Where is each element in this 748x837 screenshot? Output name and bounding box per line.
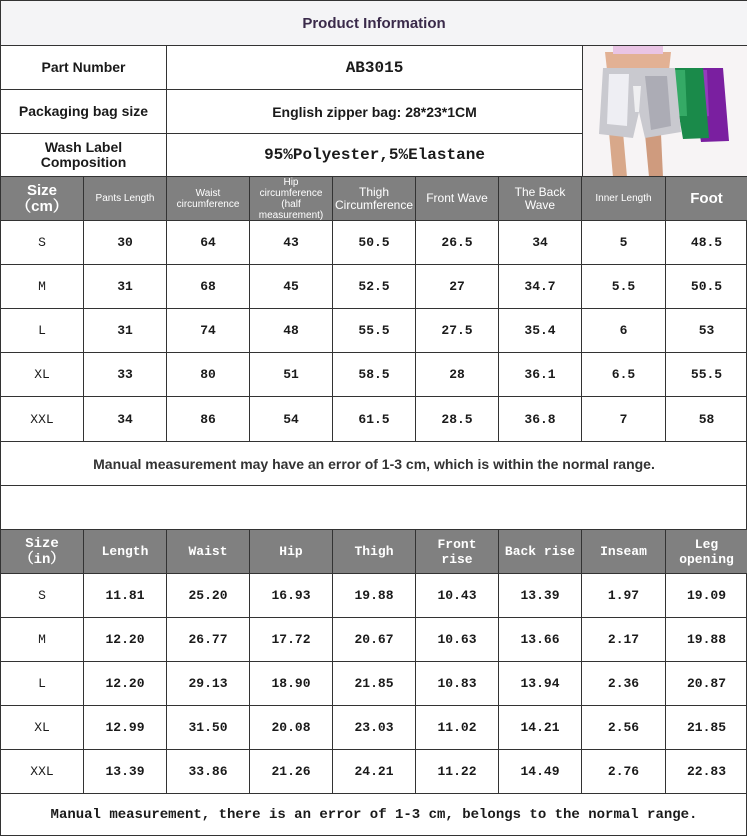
in-value-cell: 18.90 — [250, 662, 333, 705]
cm-value-cell: 31 — [84, 309, 167, 352]
cm-value-cell: 7 — [582, 397, 666, 441]
cm-value-cell: 28.5 — [416, 397, 499, 441]
in-value-cell: 12.99 — [84, 706, 167, 749]
product-photo — [583, 46, 747, 177]
cm-value-cell: 53 — [698, 323, 715, 338]
page-title: Product Information — [302, 15, 446, 32]
cm-size-cell: S — [1, 221, 84, 264]
cm-value-cell: 54 — [250, 397, 333, 441]
in-value-cell: 19.88 — [686, 632, 726, 647]
cm-value-cell: 6.5 — [582, 353, 666, 396]
in-header-waist: Waist — [167, 530, 250, 573]
cm-value-cell: 31 — [84, 265, 167, 308]
cm-value-cell: 26.5 — [416, 221, 499, 264]
in-value-cell: 14.21 — [499, 706, 582, 749]
cm-value-cell: 45 — [250, 265, 333, 308]
in-size-cell: S — [1, 574, 84, 617]
in-header-thigh: Thigh — [333, 530, 416, 573]
in-value-cell: 19.88 — [333, 574, 416, 617]
cm-table-row — [1, 353, 747, 397]
cm-header-thigh: Thigh Circumference — [333, 177, 416, 220]
in-value-cell: 13.94 — [499, 662, 582, 705]
in-note-row — [1, 794, 747, 836]
in-value-cell: 10.63 — [416, 618, 499, 661]
in-value-cell: 1.97 — [582, 574, 666, 617]
cm-value-cell: 74 — [167, 309, 250, 352]
packaging-label: Packaging bag size — [1, 90, 167, 133]
cm-table-row — [1, 265, 747, 309]
cm-size-cell: XXL — [1, 397, 84, 441]
cm-table-row — [1, 221, 747, 265]
part-number-value: AB3015 — [167, 46, 583, 89]
cm-value-cell: 80 — [167, 353, 250, 396]
in-value-cell: 20.67 — [333, 618, 416, 661]
in-value-cell: 11.02 — [416, 706, 499, 749]
in-header-front-rise: Front rise — [416, 530, 499, 573]
cm-header-row — [1, 177, 747, 221]
in-header-size: Size （in） — [1, 530, 84, 573]
cm-header-size: Size （cm） — [1, 177, 84, 220]
cm-table-row — [1, 397, 747, 442]
cm-value-cell: 33 — [84, 353, 167, 396]
cm-value-cell: 55.5 — [690, 367, 723, 382]
in-value-cell: 24.21 — [333, 750, 416, 793]
in-value-cell: 21.85 — [333, 662, 416, 705]
in-value-cell: 2.17 — [582, 618, 666, 661]
wash-label: Wash Label Composition — [1, 134, 167, 176]
in-value-cell: 19.09 — [686, 588, 726, 603]
cm-value-cell: 34.7 — [499, 265, 582, 308]
cm-header-pants-length: Pants Length — [84, 177, 167, 220]
cm-value-cell: 27.5 — [416, 309, 499, 352]
in-header-hip: Hip — [250, 530, 333, 573]
in-note: Manual measurement, there is an error of 1-3 cm, belongs to the normal range. — [50, 807, 698, 823]
in-value-cell: 21.26 — [250, 750, 333, 793]
part-number-label: Part Number — [1, 46, 167, 89]
in-value-cell: 13.39 — [499, 574, 582, 617]
in-value-cell: 31.50 — [167, 706, 250, 749]
in-header-leg-opening: Leg opening — [666, 530, 747, 573]
cm-header-hip: Hip circumference (half measurement) — [250, 177, 333, 220]
cm-value-cell: 43 — [250, 221, 333, 264]
cm-value-cell: 36.8 — [499, 397, 582, 441]
cm-value-cell: 58.5 — [333, 353, 416, 396]
in-value-cell: 12.20 — [84, 618, 167, 661]
cm-value-cell: 64 — [167, 221, 250, 264]
cm-value-cell: 27 — [416, 265, 499, 308]
in-table-row — [1, 706, 747, 750]
in-value-cell: 12.20 — [84, 662, 167, 705]
cm-value-cell: 5.5 — [582, 265, 666, 308]
in-header-back-rise: Back rise — [499, 530, 582, 573]
in-value-cell: 29.13 — [167, 662, 250, 705]
cm-value-cell: 51 — [250, 353, 333, 396]
in-table-row — [1, 750, 747, 794]
in-value-cell: 11.22 — [416, 750, 499, 793]
title-row — [1, 1, 747, 46]
in-value-cell: 14.49 — [499, 750, 582, 793]
cm-header-front-wave: Front Wave — [416, 177, 499, 220]
packaging-value: English zipper bag: 28*23*1CM — [167, 90, 583, 133]
cm-value-cell: 68 — [167, 265, 250, 308]
spacer-row — [1, 486, 747, 530]
cm-value-cell: 86 — [167, 397, 250, 441]
in-size-cell: L — [1, 662, 84, 705]
in-size-cell: M — [1, 618, 84, 661]
in-value-cell: 25.20 — [167, 574, 250, 617]
cm-value-cell: 55.5 — [333, 309, 416, 352]
cm-value-cell: 58 — [698, 411, 715, 427]
cm-header-waist: Waist circumference — [167, 177, 250, 220]
cm-value-cell: 5 — [582, 221, 666, 264]
cm-value-cell: 35.4 — [499, 309, 582, 352]
in-value-cell: 21.85 — [686, 720, 726, 735]
cm-size-cell: XL — [1, 353, 84, 396]
in-header-row — [1, 530, 747, 574]
cm-value-cell: 34 — [499, 221, 582, 264]
cm-size-cell: M — [1, 265, 84, 308]
in-value-cell: 17.72 — [250, 618, 333, 661]
in-value-cell: 20.87 — [686, 676, 726, 691]
cm-header-inner-length: Inner Length — [582, 177, 666, 220]
in-value-cell: 22.83 — [686, 764, 726, 779]
in-value-cell: 13.39 — [84, 750, 167, 793]
cm-value-cell: 52.5 — [333, 265, 416, 308]
in-value-cell: 10.43 — [416, 574, 499, 617]
in-value-cell: 23.03 — [333, 706, 416, 749]
cm-value-cell: 48.5 — [690, 235, 723, 250]
in-value-cell: 11.81 — [84, 574, 167, 617]
in-value-cell: 2.56 — [582, 706, 666, 749]
cm-value-cell: 36.1 — [499, 353, 582, 396]
in-value-cell: 16.93 — [250, 574, 333, 617]
in-value-cell: 2.76 — [582, 750, 666, 793]
in-value-cell: 10.83 — [416, 662, 499, 705]
cm-value-cell: 48 — [250, 309, 333, 352]
in-size-cell: XXL — [1, 750, 84, 793]
cm-value-cell: 6 — [582, 309, 666, 352]
cm-value-cell: 30 — [84, 221, 167, 264]
cm-value-cell: 50.5 — [690, 279, 723, 294]
in-value-cell: 2.36 — [582, 662, 666, 705]
cm-size-cell: L — [1, 309, 84, 352]
cm-value-cell: 34 — [84, 397, 167, 441]
cm-value-cell: 28 — [416, 353, 499, 396]
in-value-cell: 33.86 — [167, 750, 250, 793]
cm-table-row — [1, 309, 747, 353]
cm-header-back-wave: The Back Wave — [499, 177, 582, 220]
cm-note: Manual measurement may have an error of 1-3 cm, which is within the normal range. — [93, 455, 655, 472]
in-value-cell: 26.77 — [167, 618, 250, 661]
cm-note-row — [1, 442, 747, 486]
in-value-cell: 20.08 — [250, 706, 333, 749]
in-table-row — [1, 618, 747, 662]
cm-value-cell: 61.5 — [333, 397, 416, 441]
in-table-row — [1, 574, 747, 618]
in-table-row — [1, 662, 747, 706]
in-size-cell: XL — [1, 706, 84, 749]
in-header-inseam: Inseam — [582, 530, 666, 573]
wash-value: 95%Polyester,5%Elastane — [167, 134, 583, 176]
cm-value-cell: 50.5 — [333, 221, 416, 264]
shorts-illustration — [583, 46, 747, 177]
in-value-cell: 13.66 — [499, 618, 582, 661]
in-header-length: Length — [84, 530, 167, 573]
cm-header-foot: Foot — [666, 177, 747, 220]
